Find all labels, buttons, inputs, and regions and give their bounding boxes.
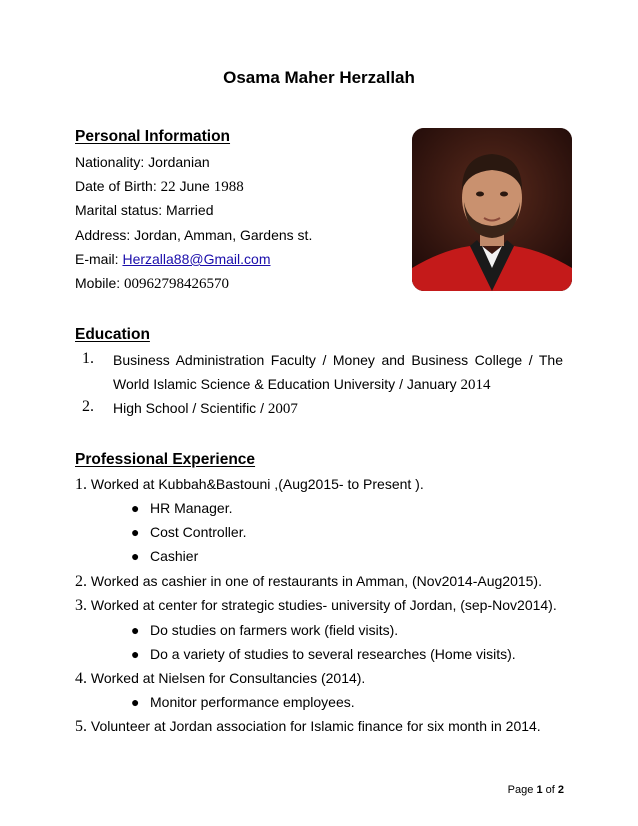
bullet-dot-icon: ● [131,646,140,662]
education-item-number-1: 1. [82,350,94,367]
education-item-2-text: High School / Scientific / [113,400,264,416]
experience-3-bullet-2: ● Do a variety of studies to several researches (Home visits). [131,646,516,662]
experience-4-bullet-1: ● Monitor performance employees. [131,694,355,710]
education-item-1-text: World Islamic Science & Education University / January [113,376,457,392]
profile-photo [412,128,572,291]
email-label: E-mail: [75,251,119,267]
marital-value: Married [166,202,214,218]
experience-item-2: 2. Worked as cashier in one of restaurants in Amman, (Nov2014-Aug2015). [75,573,542,590]
profile-photo-illustration [412,128,572,291]
marital-label: Marital status: [75,202,163,218]
page-number-footer: Page 1 of 2 [507,784,564,796]
bullet-dot-icon: ● [131,622,140,638]
email-line [75,251,271,267]
cv-name-title: Osama Maher Herzallah [223,68,415,87]
experience-heading: Professional Experience [75,451,256,468]
bullet-dot-icon: ● [131,548,140,564]
experience-1-bullet-3: ● Cashier [131,548,199,564]
dob-label: Date of Birth: [75,178,157,194]
education-item-1-line1: Business Administration Faculty / Money and Business College / The [113,352,563,368]
bullet-dot-icon: ● [131,500,140,516]
education-item-1-line2 [113,372,563,397]
mobile-line [75,275,229,293]
nationality-label: Nationality: [75,154,145,170]
education-heading: Education [75,326,150,343]
mobile-label: Mobile: [75,275,121,291]
experience-1-bullet-2: ● Cost Controller. [131,524,247,540]
experience-item-4: 4. Worked at Nielsen for Consultancies (2014). [75,670,366,687]
dob-day: 22 [160,179,176,195]
education-item-2 [113,396,563,421]
education-item-1-year: 2014 [460,377,491,393]
experience-item-3: 3. Worked at center for strategic studies- university of Jordan, (sep-Nov2014). [75,597,557,614]
bullet-dot-icon: ● [131,524,140,540]
experience-item-5: 5. Volunteer at Jordan association for Islamic finance for six month in 2014. [75,718,541,735]
nationality-line [75,154,210,170]
dob-year: 1988 [213,179,244,195]
experience-3-bullet-1: ● Do studies on farmers work (field visits). [131,622,399,638]
dob-line [75,178,244,196]
total-pages: 2 [557,784,564,796]
marital-line [75,202,214,218]
nationality-value: Jordanian [148,154,210,170]
email-link[interactable]: Herzalla88@Gmail.com [122,251,271,267]
address-line [75,227,312,243]
address-value: Jordan, Amman, Gardens st. [134,227,313,243]
experience-1-bullet-1: ● HR Manager. [131,500,233,516]
experience-item-1: 1. Worked at Kubbah&Bastouni ,(Aug2015- to Present ). [75,476,424,493]
current-page: 1 [536,784,543,796]
education-item-2-year: 2007 [267,401,298,417]
dob-month: June [179,178,210,194]
mobile-value: 00962798426570 [124,276,230,292]
address-label: Address: [75,227,131,243]
personal-info-heading: Personal Information [75,128,231,145]
education-item-number-2: 2. [82,398,94,415]
bullet-dot-icon: ● [131,694,140,710]
